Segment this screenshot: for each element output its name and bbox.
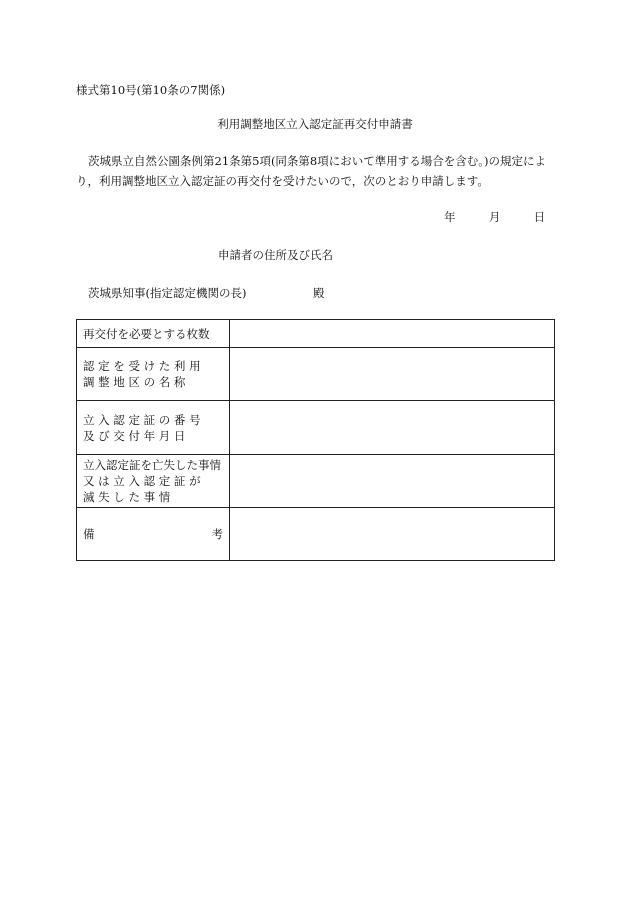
table-row bbox=[77, 455, 555, 508]
date-line bbox=[444, 209, 545, 225]
date-year-label: 年 bbox=[444, 210, 456, 224]
document-title: 利用調整地区立入認定証再交付申請書 bbox=[217, 117, 413, 131]
reissue-count-label: 再交付を必要とする枚数 bbox=[77, 320, 230, 348]
applicant-label: 申請者の住所及び氏名 bbox=[218, 248, 333, 262]
table-row bbox=[77, 348, 555, 401]
table-row bbox=[77, 401, 555, 455]
form-number: 様式第10号(第10条の7関係) bbox=[76, 83, 226, 97]
application-table bbox=[76, 319, 555, 561]
certificate-number-date-label: 立 入 認 定 証 の 番 号 及 び 交 付 年 月 日 bbox=[77, 401, 230, 455]
certified-area-name-field[interactable] bbox=[230, 348, 555, 401]
date-day-label: 日 bbox=[533, 210, 546, 224]
reissue-count-field[interactable] bbox=[230, 320, 555, 348]
loss-circumstances-label: 立入認定証を亡失した事情 又 は 立 入 認 定 証 が 滅 失 し た 事 情 bbox=[77, 455, 230, 508]
remarks-label: 備 考 bbox=[77, 508, 230, 561]
date-month-label: 月 bbox=[488, 210, 501, 224]
application-statement: 茨城県立自然公園条例第21条第5項(同条第8項において準用する場合を含む。)の規定により，利用調整地区立入認定証の再交付を受けたいので，次のとおり申請します。 bbox=[76, 154, 546, 188]
addressee-suffix: 殿 bbox=[313, 286, 325, 300]
loss-circumstances-field[interactable] bbox=[230, 455, 555, 508]
table-row bbox=[77, 320, 555, 348]
addressee: 茨城県知事(指定認定機関の長) bbox=[88, 286, 247, 300]
certified-area-name-label: 認 定 を 受 け た 利 用 調 整 地 区 の 名 称 bbox=[77, 348, 230, 401]
remarks-field[interactable] bbox=[230, 508, 555, 561]
table-row bbox=[77, 508, 555, 561]
certificate-number-date-field[interactable] bbox=[230, 401, 555, 455]
